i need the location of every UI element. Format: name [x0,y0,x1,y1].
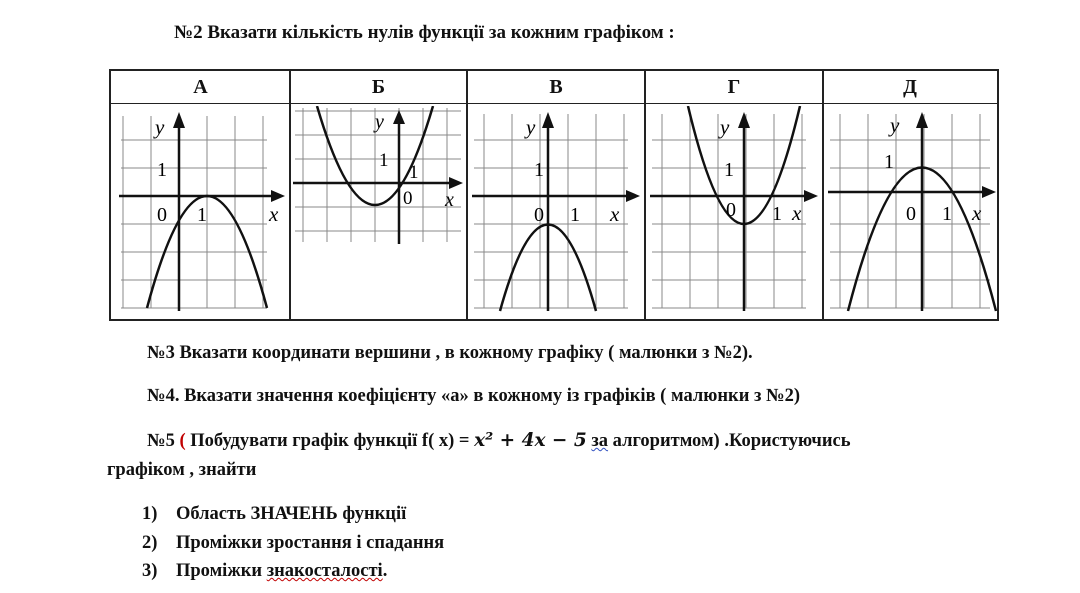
x-label: x [972,201,982,225]
question-3: №3 Вказати координати вершини , в кожному графіку ( малюнки з №2). [147,343,753,363]
x-label: x [610,202,620,226]
header-g: Г [645,71,823,104]
q5-red-paren: ( [179,431,186,451]
q5-number: №5 [147,431,175,451]
graph-d [826,106,998,321]
task-list [142,504,444,590]
question-5-line1 [147,430,850,452]
header-d: Д [823,71,997,104]
list-item: 3) Проміжки знакосталості . [142,561,444,590]
one-x-label: 1 [197,204,207,226]
zero-label: 0 [534,204,544,226]
zero-label: 0 [726,199,736,221]
y-label: y [890,113,900,137]
header-v: В [467,71,645,104]
zero-label: 0 [403,188,413,209]
one-y-label: 1 [534,159,544,181]
one-x-label: 1 [942,203,952,225]
x-label: x [792,201,802,225]
question-5-line2: графіком , знайти [107,460,257,480]
header-a: А [111,71,290,104]
zero-label: 0 [906,203,916,225]
question-4: №4. Вказати значення коефіцієнту «а» в кожному із графіків ( малюнки з №2) [147,386,801,406]
one-y-label: 1 [157,159,167,181]
y-label: y [526,115,536,139]
one-x-label: 1 [409,162,419,183]
q5-text-before: Побудувати графік функції f( x) = [185,431,475,451]
one-x-label: 1 [570,204,580,226]
q5-text-after: алгоритмом) .Користуючись [608,431,851,451]
q5-za: за [591,431,609,451]
one-y-label: 1 [884,151,894,173]
list-item: 2) Проміжки зростання і спадання [142,532,445,553]
one-x-label: 1 [772,203,782,225]
graphs-table [109,69,999,321]
q5-formula: x² + 4x − 5 [474,430,587,451]
graph-a [117,106,285,321]
x-label: x [445,189,454,211]
list-item: 1) Область ЗНАЧЕНЬ функції [142,504,407,524]
one-y-label: 1 [724,159,734,181]
y-label: y [720,115,730,139]
wavy-word: знакосталості [266,561,383,581]
page-title: №2 Вказати кількість нулів функції за кожним графіком : [174,22,675,43]
graph-g [648,106,820,321]
zero-label: 0 [157,204,167,226]
one-y-label: 1 [379,150,389,171]
x-label: x [269,202,279,226]
graph-v [470,106,642,321]
y-label: y [375,111,384,133]
graph-b [293,106,465,251]
y-label: y [155,115,165,139]
header-b: Б [290,71,467,104]
